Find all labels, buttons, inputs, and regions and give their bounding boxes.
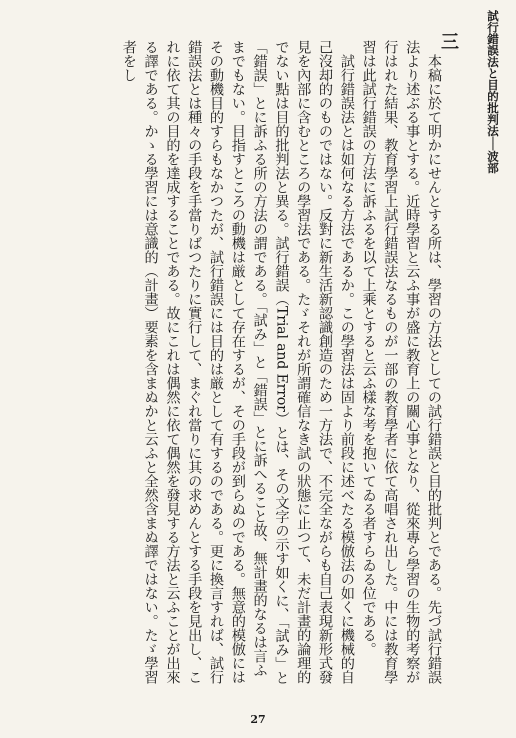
page-number: 27	[250, 713, 266, 726]
body-text	[24, 40, 444, 690]
paragraph-1: 本稿に於て明かにせんとする所は、學習の方法としての試行錯誤と目的批判とである。先づ試行錯誤法より述ぶる事とする。近時學習と云ふ事が盛に教育上の關心事となり、從來專ら學習の生物的考察が行はれた結果、教育學習上試行錯誤法なるものが一部の教育學者に依て高唱され出した。中には教育學習は此試行錯誤の方法に訴ふるを以て上乘とすると云ふ樣な考を抱いてゐる者すらゐる位である。	[360, 40, 442, 685]
paragraph-2: 試行錯誤法とは如何なる方法であるか。この學習法は固より前段に述べたる模倣法の如くに機械的自己沒却的のものではない。反對に新生活新認識創造のため一方法で、不完全ながらも自己表現新形式發見を內部に含むところの學習法である。たゞそれが所謂確信なき試の狀態に止つて、未だ計畫的論理的でない點は目的批判法と異る。試行錯誤（Trial and Error）とは、その文字の示す如くに、「試み」と「錯誤」とに訴ふる所の方法の謂である。「試み」と「錯誤」とに訴へること故、無計畫的なるは言ふまでもない。目指すところの動機は厳として存在するが、その手段が到らぬのである。無意的模倣にはその動機目的すらもなかつたが、試行錯誤には目的は厳として有するのである。更に換言すれば、試行錯誤法とは種々の手段を手當りばつたりに實行して、まぐれ當りに其の求めんとする手段を見出し、これに依て其の目的を達成することである。故にこれは偶然に依て偶然を發見する方法と云ふことが出來る譯である。かゝる學習には意識的（計畫）要素を含まぬかと云ふと全然含まぬ譯ではない。たゞ學習者をし	[120, 40, 355, 685]
section-number: 三	[438, 32, 459, 50]
running-head: 試行錯誤法と目的批判法──波部	[486, 10, 500, 174]
